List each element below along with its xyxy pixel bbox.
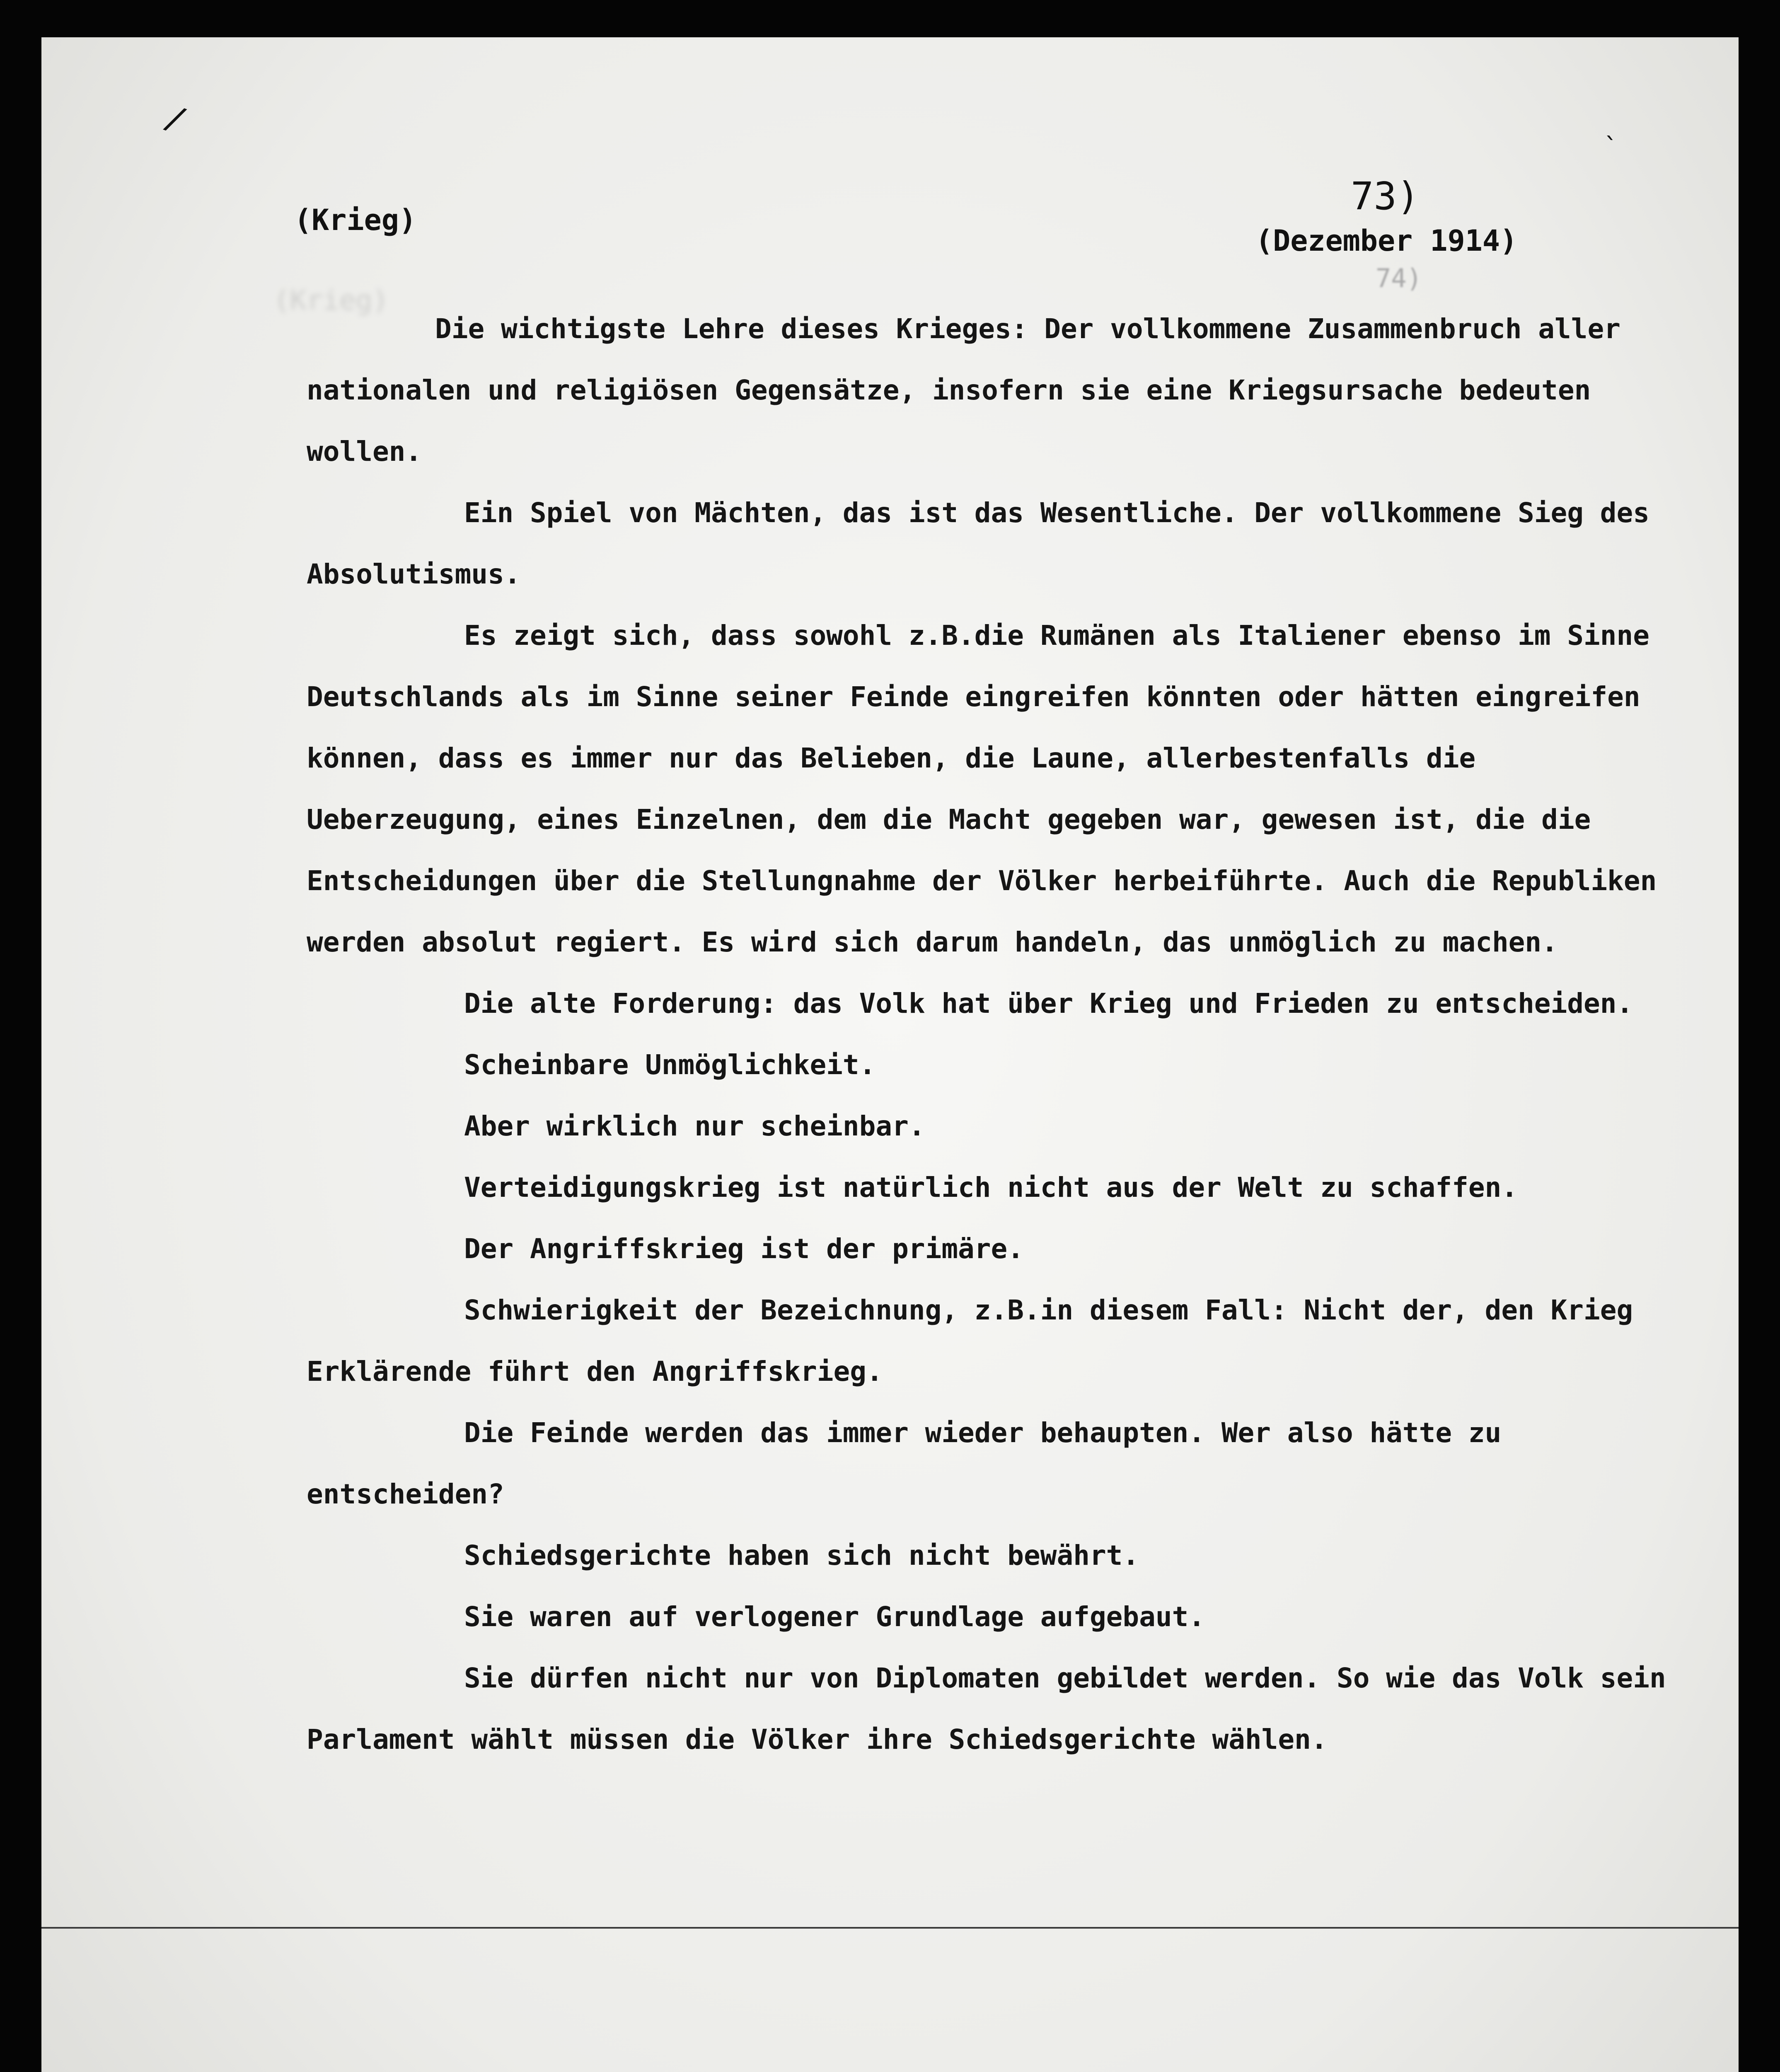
paragraph: Es zeigt sich, dass sowohl z.B.die Rumänen als Italiener ebenso im Sinne Deutschlands als im Sinne seiner Feinde eingreifen könnten oder hätten eingreifen können, dass es immer nur das Belieben, die Laune, allerbestenfalls die Ueberzeugung, eines Einzelnen, dem die Macht gegeben war, gewesen ist, die die Entscheidungen über die Stellungnahme der Völker herbeiführte. Auch die Republiken werden absolut regiert. Es wird sich darum handeln, das unmöglich zu machen.: [307, 620, 1657, 958]
paragraph: Ein Spiel von Mächten, das ist das Wesentliche. Der vollkommene Sieg des Absolutismus.: [307, 497, 1649, 590]
bleed-through-tag: (Krieg): [273, 284, 389, 316]
paragraph: Schwierigkeit der Bezeichnung, z.B.in diesem Fall: Nicht der, den Krieg Erklärende führt den Angriffskrieg.: [307, 1294, 1633, 1387]
document-page: [41, 37, 1739, 2072]
paragraph: Schiedsgerichte haben sich nicht bewährt.: [464, 1539, 1139, 1571]
paragraph: Verteidigungskrieg ist natürlich nicht aus der Welt zu schaffen.: [464, 1172, 1518, 1203]
paragraph: Der Angriffskrieg ist der primäre.: [464, 1233, 1024, 1265]
fold-line: [41, 1927, 1739, 1929]
body-text: [307, 298, 1695, 1770]
section-tag: (Krieg): [294, 203, 417, 237]
paragraph: Die Feinde werden das immer wieder behaupten. Wer also hätte zu entscheiden?: [307, 1417, 1502, 1510]
paragraph: Scheinbare Unmöglichkeit.: [464, 1049, 876, 1081]
paragraph: Die alte Forderung: das Volk hat über Krieg und Frieden zu entscheiden.: [464, 988, 1633, 1019]
pen-mark: `: [1603, 133, 1619, 162]
pen-mark: /: [160, 97, 192, 140]
page-number: 73): [1351, 174, 1420, 218]
page-header: [41, 37, 1739, 293]
paragraph: Sie dürfen nicht nur von Diplomaten gebildet werden. So wie das Volk sein Parlament wählt müssen die Völker ihre Schiedsgerichte wählen.: [307, 1662, 1666, 1755]
paragraph: Sie waren auf verlogener Grundlage aufgebaut.: [464, 1601, 1205, 1633]
paragraph: Die wichtigste Lehre dieses Krieges: Der vollkommene Zusammenbruch aller nationalen und religiösen Gegensätze, insofern sie eine Kriegsursache bedeuten wollen.: [307, 313, 1620, 467]
date-label: (Dezember 1914): [1255, 224, 1518, 258]
paragraph: Aber wirklich nur scheinbar.: [464, 1110, 925, 1142]
bleed-through-number: 74): [1376, 263, 1422, 293]
